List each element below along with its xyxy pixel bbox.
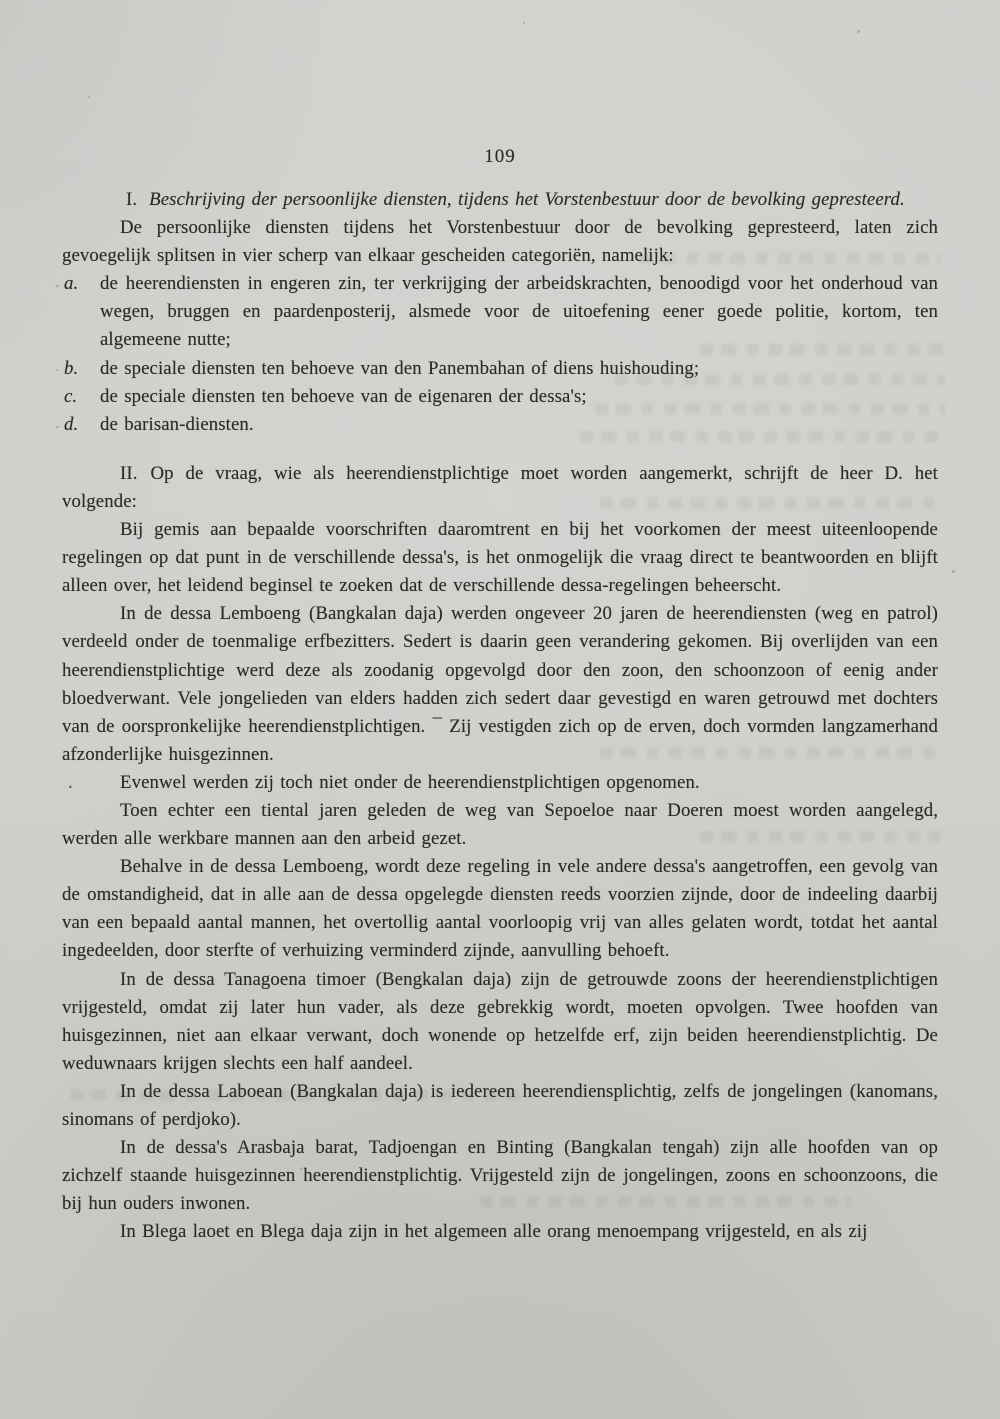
list-item-a [55,270,938,354]
list-item-b-text: de speciale diensten ten behoeve van den Panembahan of diens huishouding; [100,357,700,379]
list-item-d-marker: - d. [64,411,78,439]
document-text [55,186,938,1246]
section-i-heading [62,186,938,214]
paragraph: In de dessa Lemboeng (Bangkalan daja) werden ongeveer 20 jaren de heerendiensten (weg en patrol) verdeeld onder de toenmalige erfbezitters. Sedert is daarin geen verandering gekomen. Bij overlijden van een heerendienstplichtige werd deze als zoodanig opgevolgd door den zoon, den schoonzoon of eenig ander bloedverwant. Vele jongelieden van elders hadden zich sedert daar gevestigd en waren getrouwd met dochters van de oorspronkelijke heerendienstplichtigen. ¯ Zij vestigden zich op de erven, doch vormden langzamerhand afzonderlijke huisgezinnen. [62,603,938,765]
section-ii-lead [62,460,938,516]
paper-speck [952,570,955,573]
list-item-c-text: de speciale diensten ten behoeve van de eigenaren der dessa's; [100,385,587,407]
list-item-a-text: de heerendiensten in engeren zin, ter verkrijging der arbeidskrachten, benoodigd voor het onderhoud van wegen, bruggen en paardenposterij, alsmede voor de uitoefening eener goede politie, kortom, ten algemeene nutte; [100,273,938,351]
paragraph: Behalve in de dessa Lemboeng, wordt deze regeling in vele andere dessa's aangetroffen, een gevolg van de omstandigheid, dat in alle aan de dessa opgelegde diensten reeds voorzien zijnde, door de indeeling daarbij van een bepaald aantal mannen, het overtollig aantal voorloopig vrij van alles gelaten wordt, totdat het aantal ingedeelden, door sterfte of verhuizing verminderd zijnde, aanvulling behoeft. [62,856,938,962]
list-item-c-marker: c. [64,385,78,407]
page-number: 109 [484,146,516,167]
paragraph: Bij gemis aan bepaalde voorschriften daaromtrent en bij het voorkomen der meest uiteenloopende regelingen op dat punt in de verschillende dessa's, is het onmogelijk die vraag direct te beantwoorden en blijft alleen over, het leidend beginsel te zoeken dat de verschillende dessa-regelingen beheerscht. [62,519,938,597]
paragraph-intro: De persoonlijke diensten tijdens het Vorstenbestuur door de bevolking gepresteerd, laten zich gevoegelijk splitsen in vier scherp van elkaar gescheiden categoriën, namelijk: [62,217,938,267]
section-ii-numeral: II. [120,462,138,484]
list-item-b-marker: · b. [64,355,78,383]
paper-speck [88,96,90,98]
section-i-title: Beschrijving der persoonlijke diensten, tijdens het Vorstenbestuur door de bevolking gepresteerd. [149,189,905,210]
list-item-d [55,411,938,439]
paragraph: In de dessa Tanagoena timoer (Bengkalan daja) zijn de getrouwde zoons der heerendienstplichtigen vrijgesteld, omdat zij later hun vader, als deze gebrekkig wordt, moeten opvolgen. Twee hoofden van huisgezinnen, niet aan elkaar verwant, doch wonende op hetzelfde erf, zijn beiden heerendienstplichtig. De weduwnaars krijgen slechts een half aandeel. [62,968,938,1074]
ink-mark: . [68,771,73,793]
ink-mark: · [55,361,60,377]
paragraph: In Blega laoet en Blega daja zijn in het algemeen alle orang menoempang vrijgesteld, en als zij [120,1221,868,1243]
section-ii-lead-text: Op de vraag, wie als heerendienstplichtige moet worden aangemerkt, schrijft de heer D. het volgende: [62,462,938,512]
list-item-c [62,383,938,411]
paragraph: Toen echter een tiental jaren geleden de weg van Sepoeloe naar Doeren moest worden aangelegd, werden alle werkbare mannen aan den arbeid gezet. [62,799,938,850]
paper-speck [857,30,860,33]
section-i-numeral: I. [126,189,138,210]
paragraph: . Evenwel werden zij toch niet onder de heerendienstplichtigen opgenomen. [62,769,938,797]
paper-speck [523,22,525,24]
paragraph: In de dessa's Arasbaja barat, Tadjoengan en Binting (Bangkalan tengah) zijn alle hoofden van op zichzelf staande huisgezinnen heerendienstplichtig. Vrijgesteld zijn de jongelingen, zoons en schoonzoons, die bij hun ouders inwonen. [62,1137,938,1215]
ink-mark: - [55,277,60,293]
list-item-d-text: de barisan-diensten. [100,413,254,435]
list-item-a-marker: - a. [64,270,78,298]
ink-mark: - [55,417,60,433]
paragraph: In de dessa Laboean (Bangkalan daja) is iedereen heerendiensplichtig, zelfs de jongelingen (kanomans, sinomans of perdjoko). [62,1080,938,1130]
list-item-b [55,355,938,383]
